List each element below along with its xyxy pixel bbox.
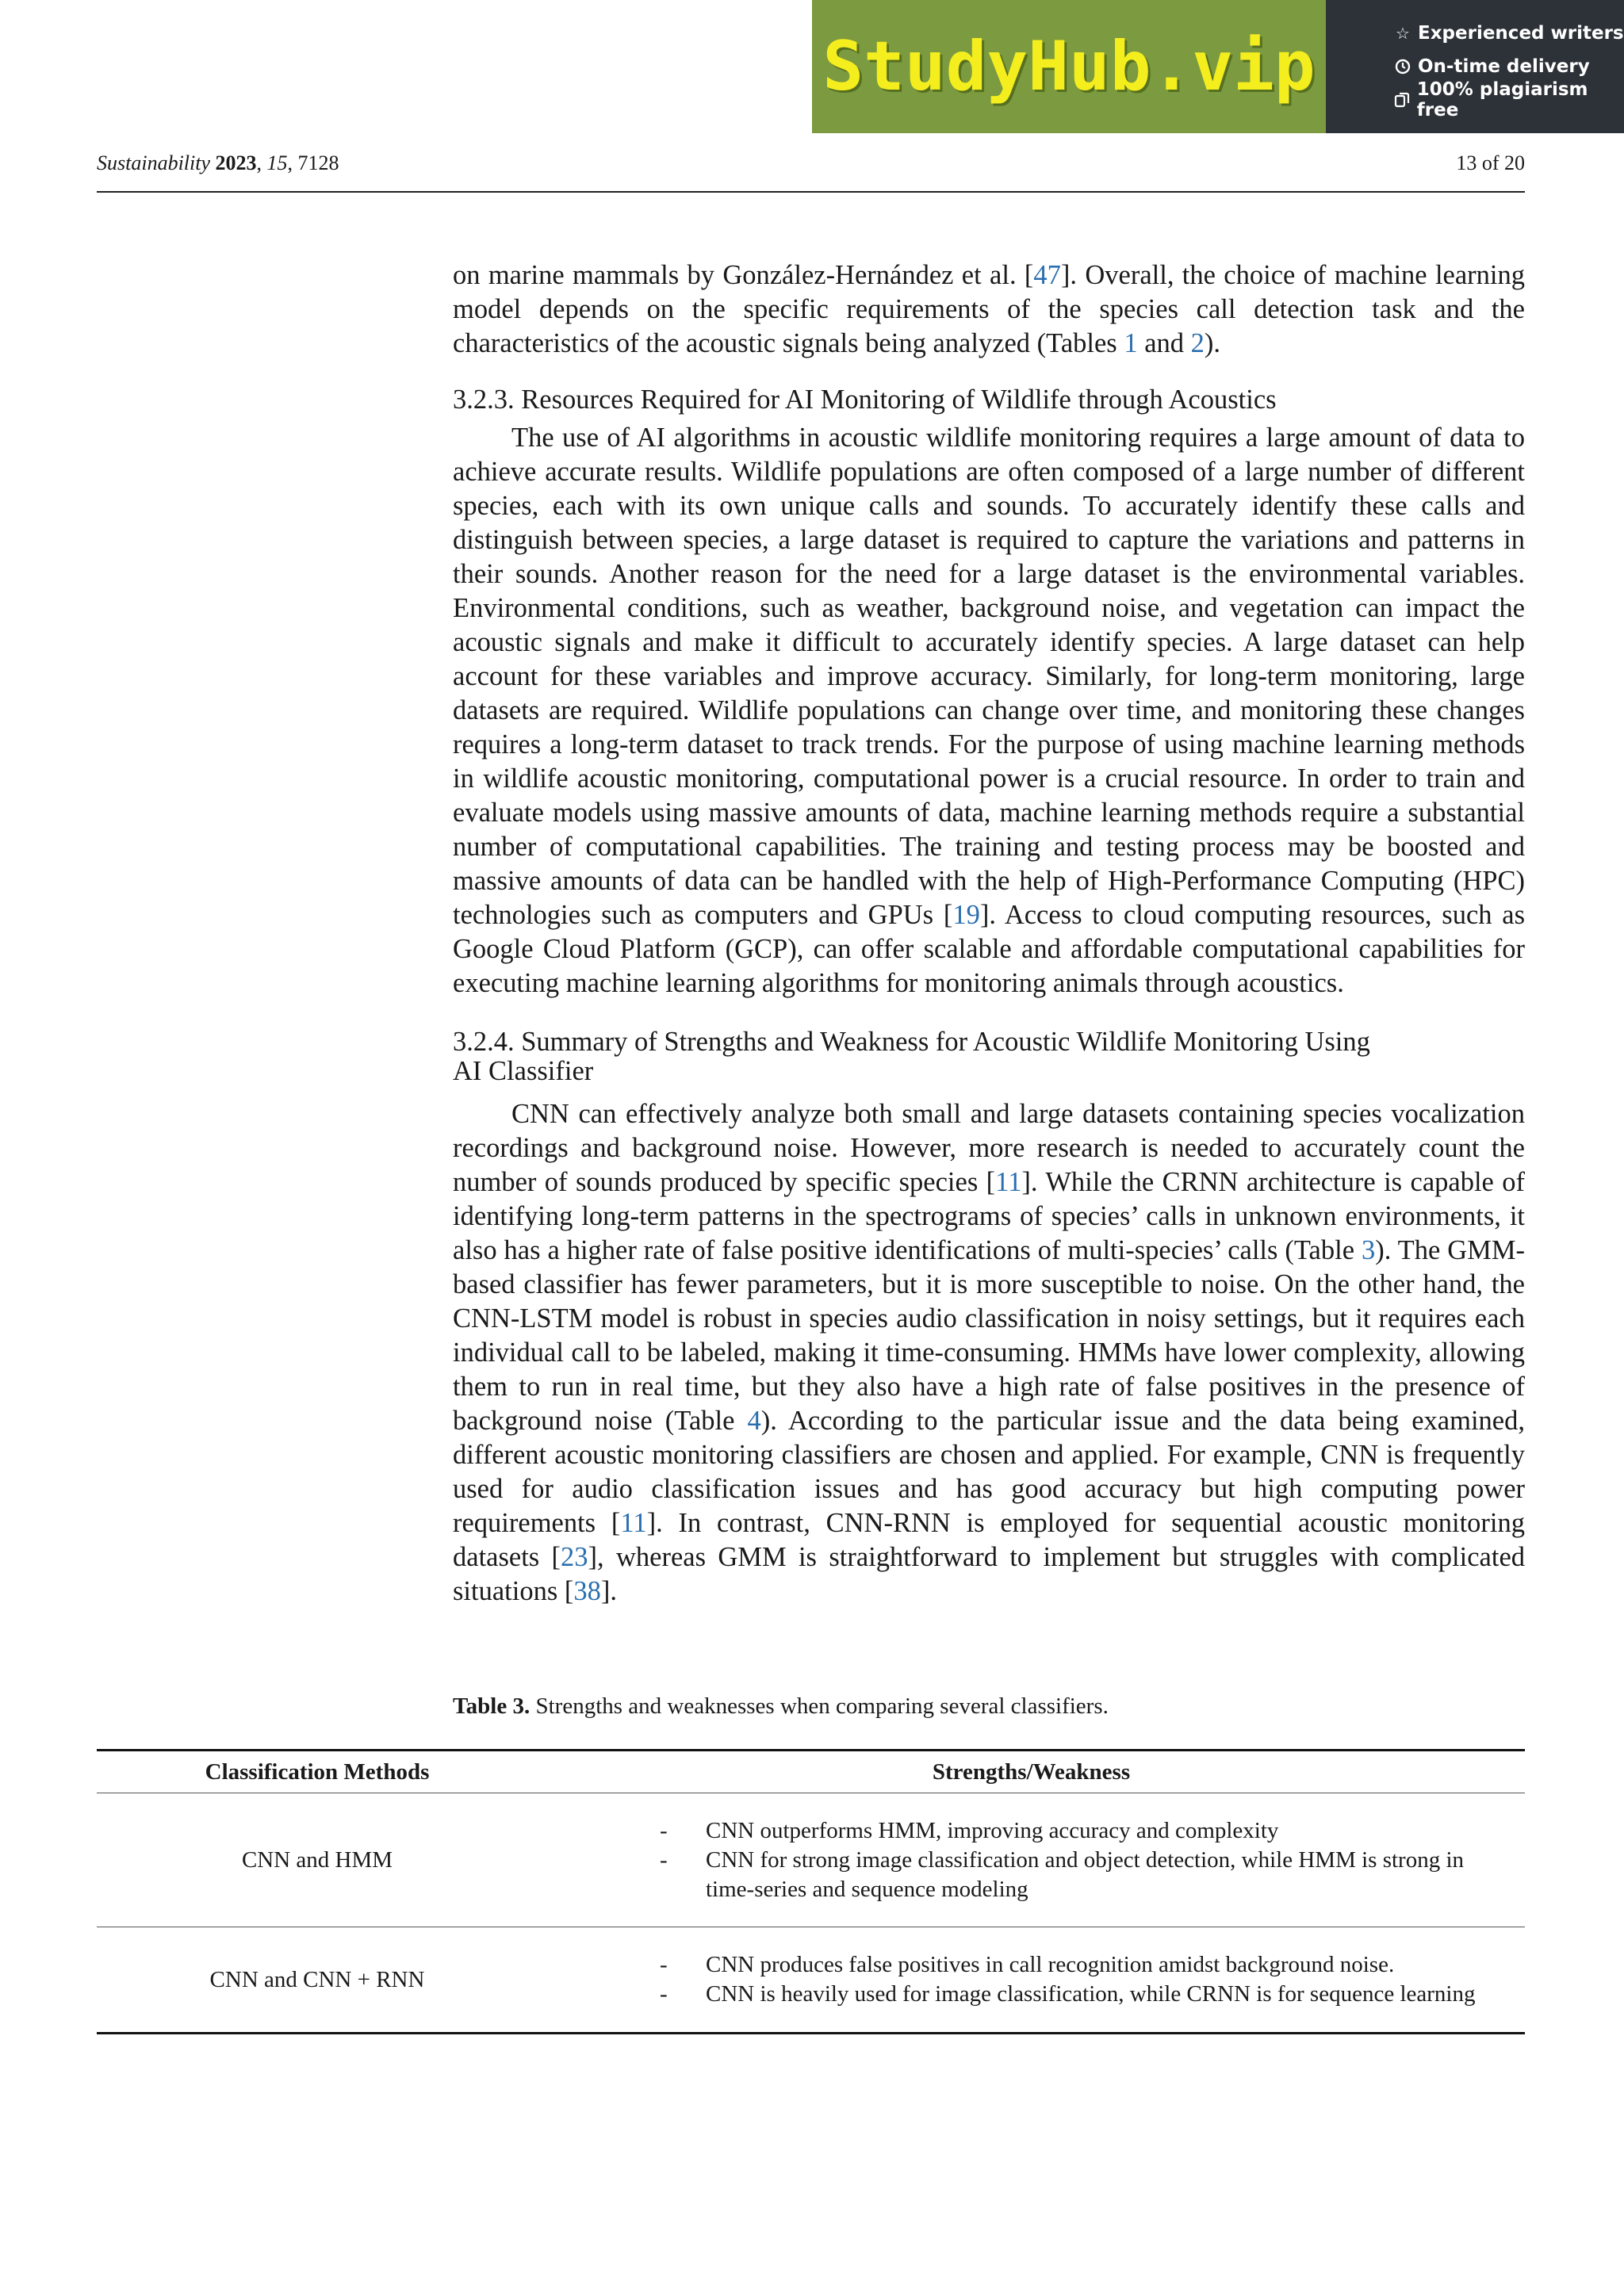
citation-link[interactable]: 4 xyxy=(747,1406,761,1436)
page-number: 13 of 20 xyxy=(1456,151,1525,174)
bullet-dash: - xyxy=(660,1981,668,2007)
header-strengths-weakness: Strengths/Weakness xyxy=(538,1751,1525,1793)
section-heading-3-2-3: 3.2.3. Resources Required for AI Monitoring of Wildlife through Acoustics xyxy=(453,385,1277,415)
journal-volume: 15 xyxy=(266,151,288,174)
feature-label: On-time delivery xyxy=(1418,56,1590,77)
citation-link[interactable]: 23 xyxy=(561,1542,588,1572)
header-classification-methods: Classification Methods xyxy=(97,1751,538,1793)
bullet-text: CNN is heavily used for image classification, while CRNN is for sequence learning xyxy=(706,1981,1476,2007)
text-run: CNN can effectively analyze both small and large datasets containing species vocalization recordings and background noise. However, more research is needed to accurately count the number of sounds produced by specific species [ xyxy=(453,1099,1525,1197)
journal-name: Sustainability xyxy=(97,151,210,174)
table-caption-text: Strengths and weaknesses when comparing several classifiers. xyxy=(530,1693,1109,1719)
journal-year: 2023 xyxy=(215,151,257,174)
bullet-text: CNN for strong image classification and object detection, while HMM is strong in time-series and sequence modeling xyxy=(706,1846,1465,1902)
text-run: ]. Overall, the choice of machine learning model depends on the specific requirements of the species call detection task and the characteristics of the acoustic signals being analyzed (Tables xyxy=(453,260,1525,358)
running-head: Sustainability 2023, 15, 7128 xyxy=(97,151,339,174)
citation-link[interactable]: 11 xyxy=(995,1167,1022,1197)
feature-experienced-writers xyxy=(1394,19,1624,48)
points-cell xyxy=(538,1927,1525,2034)
banner-logo-text: StudyHub.vip xyxy=(822,27,1316,106)
main-content xyxy=(453,258,1525,1609)
list-item xyxy=(538,1950,1525,1980)
paragraph-continuation xyxy=(453,258,1525,361)
table-row xyxy=(97,1927,1525,2034)
text-run: ). The GMM-based classifier has fewer parameters, but it is more susceptible to noise. On the other hand, the CNN-LSTM model is robust in species audio classification in noisy settings, but it requires each individual call to be labeled, making it time-consuming. HMMs have lower complexity, allowing them to run in real time, but they also have a high rate of false positives in the presence of background noise (Table xyxy=(453,1235,1525,1436)
paragraph-summary xyxy=(453,1097,1525,1609)
star-icon: ☆ xyxy=(1396,24,1410,43)
table-caption-label: Table 3. xyxy=(453,1693,530,1719)
text-run: ). xyxy=(1204,328,1221,358)
feature-plagiarism-free xyxy=(1394,79,1624,121)
paragraph-resources xyxy=(453,421,1525,1001)
heading-line: AI Classifier xyxy=(453,1056,594,1086)
bullet-text: CNN produces false positives in call recognition amidst background noise. xyxy=(706,1952,1395,1977)
clock-icon xyxy=(1394,58,1411,75)
feature-on-time-delivery xyxy=(1394,52,1624,81)
header-rule xyxy=(97,191,1525,193)
section-heading-3-2-4 xyxy=(453,1027,1525,1086)
studyhub-banner[interactable] xyxy=(812,0,1624,133)
text-run: on marine mammals by González-Hernández et al. [ xyxy=(453,260,1034,290)
bullet-dash: - xyxy=(660,1817,668,1843)
table-row xyxy=(97,1793,1525,1927)
heading-line: 3.2.4. Summary of Strengths and Weakness for Acoustic Wildlife Monitoring Using xyxy=(453,1027,1370,1057)
table-caption xyxy=(453,1693,1109,1720)
feature-label: 100% plagiarism free xyxy=(1416,79,1588,121)
bullet-dash: - xyxy=(660,1952,668,1977)
text-run: ], whereas GMM is straightforward to implement but struggles with complicated situations [ xyxy=(453,1542,1526,1606)
table-header-row xyxy=(97,1751,1525,1793)
list-item xyxy=(538,1980,1525,2009)
list-item xyxy=(538,1816,1525,1846)
text-run: ]. In contrast, CNN-RNN is employed for sequential acoustic monitoring datasets [ xyxy=(453,1508,1525,1572)
citation-link[interactable]: 1 xyxy=(1124,328,1138,358)
text-run: ). According to the particular issue and the data being examined, different acoustic monitoring classifiers are chosen and applied. For example, CNN is frequently used for audio classification issues and has good accuracy but high computing power requirements [ xyxy=(453,1406,1525,1538)
comparison-table xyxy=(97,1749,1525,2034)
text-run: The use of AI algorithms in acoustic wildlife monitoring requires a large amount of data to achieve accurate results. Wildlife populations are often composed of a large number of different species, each with its own unique calls and sounds. To accurately identify these calls and distinguish between species, a large dataset is required to capture the variations and patterns in their sounds. Another reason for the need for a large dataset is the environmental variables. Environmental conditions, such as weather, background noise, and vegetation can impact the acoustic signals and make it difficult to accurately identify species. A large dataset can help account for these variables and improve accuracy. Similarly, for long-term monitoring, large datasets are required. Wildlife populations can change over time, and monitoring these changes requires a long-term dataset to track trends. For the purpose of using machine learning methods in wildlife acoustic monitoring, computational power is a crucial resource. In order to train and evaluate models using massive amounts of data, machine learning methods require a substantial number of computational capabilities. The training and testing process may be boosted and massive amounts of data can be handled with the help of High-Performance Computing (HPC) technologies such as computers and GPUs [ xyxy=(453,423,1525,930)
feature-label: Experienced writers xyxy=(1418,23,1624,44)
points-cell xyxy=(538,1793,1525,1927)
copy-icon xyxy=(1394,91,1411,109)
article-number: 7128 xyxy=(297,151,339,174)
citation-link[interactable]: 19 xyxy=(952,900,980,930)
banner-features xyxy=(1326,0,1624,133)
list-item xyxy=(538,1846,1525,1904)
citation-link[interactable]: 11 xyxy=(620,1508,647,1538)
banner-logo[interactable] xyxy=(812,0,1326,133)
citation-link[interactable]: 47 xyxy=(1033,260,1061,290)
citation-link[interactable]: 38 xyxy=(573,1576,601,1606)
citation-link[interactable]: 2 xyxy=(1190,328,1205,358)
text-run: ]. While the CRNN architecture is capable of identifying long-term patterns in the spectrograms of species’ calls in unknown environments, it also has a higher rate of false positive identifications of multi-species’ calls (Table xyxy=(453,1167,1526,1265)
text-run: and xyxy=(1137,328,1191,358)
method-cell: CNN and HMM xyxy=(97,1793,538,1927)
text-run: ]. xyxy=(600,1576,617,1606)
bullet-dash: - xyxy=(660,1846,668,1873)
bullet-text: CNN outperforms HMM, improving accuracy and complexity xyxy=(706,1817,1279,1843)
text-run: ]. Access to cloud computing resources, such as Google Cloud Platform (GCP), can offer scalable and affordable computational capabilities for executing machine learning algorithms for monitoring animals through acoustics. xyxy=(453,900,1525,998)
method-cell: CNN and CNN + RNN xyxy=(97,1927,538,2034)
citation-link[interactable]: 3 xyxy=(1361,1235,1376,1265)
